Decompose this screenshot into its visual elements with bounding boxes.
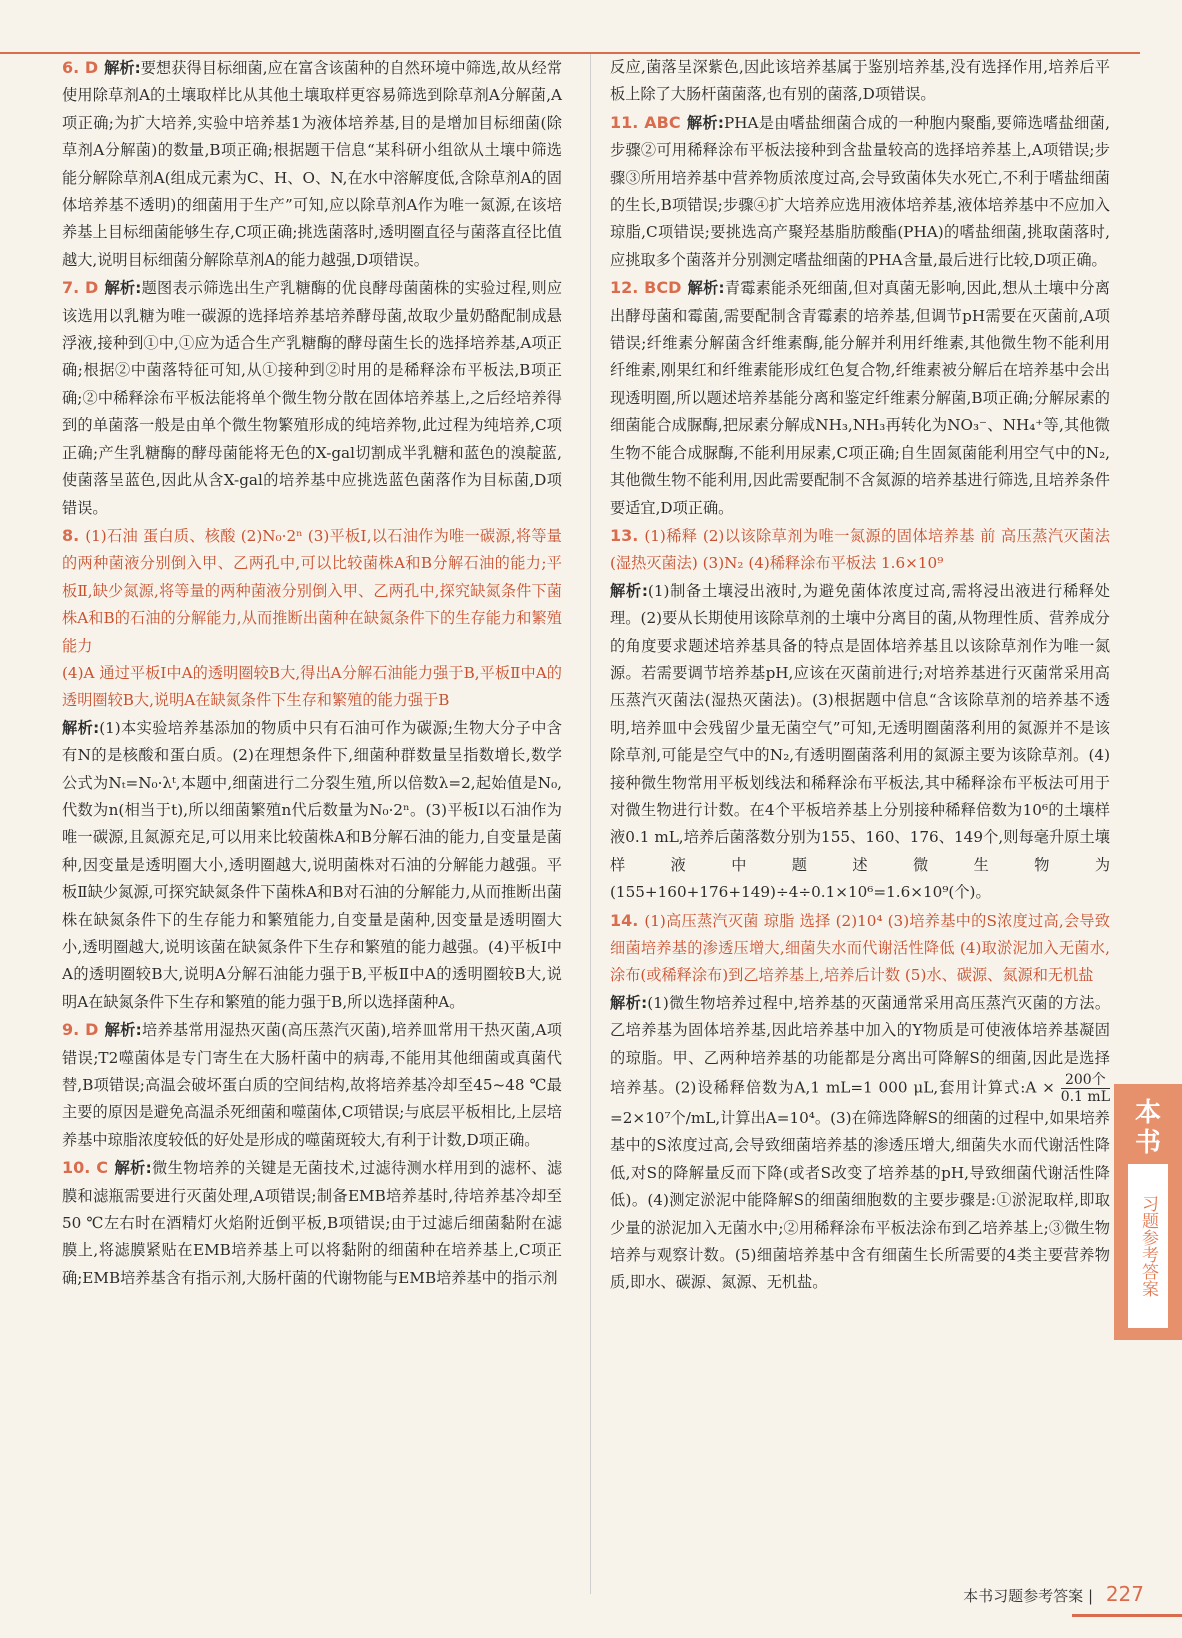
left-column: [62, 54, 562, 1292]
question-number: 13.: [610, 525, 639, 545]
question-number: 6. D: [62, 58, 99, 77]
question-number: 11. ABC: [610, 112, 681, 132]
analysis-label: 解析:: [687, 279, 725, 298]
page-number: 227: [1105, 1582, 1144, 1606]
analysis-label: 解析:: [104, 1021, 142, 1040]
analysis-text: 青霉素能杀死细菌,但对真菌无影响,因此,想从土壤中分离出酵母菌和霉菌,需要配制含青霉素的培养基,但调节pH需要在灭菌前,A项错误;纤维素分解菌含纤维素酶,能分解并利用纤维素,其他微生物不能利用纤维素,刚果红和纤维素能形成红色复合物,纤维素被分解后在培养基中会出现透明圈,所以题述培养基能分离和鉴定纤维素分解菌,B项正确;分解尿素的细菌能合成脲酶,把尿素分解成NH₃,NH₃再转化为NO₃⁻、NH₄⁺等,其他微生物不能合成脲酶,不能利用尿素,C项正确;自生固氮菌能利用空气中的N₂,其他微生物不能利用,因此需要配制不含氮源的培养基进行筛选,且培养条件要适宜,D项正确。: [610, 279, 1110, 517]
right-column: [610, 54, 1110, 1297]
analysis-text: 要想获得目标细菌,应在富含该菌种的自然环境中筛选,故从经常使用除草剂A的土壤取样比从其他土壤取样更容易筛选到除草剂A分解菌,A项正确;为扩大培养,实验中培养基1为液体培养基,目的是增加目标细菌(除草剂A分解菌)的数量,B项正确;根据题干信息“某科研小组欲从土壤中筛选能分解除草剂A(组成元素为C、H、O、N,在水中溶解度低,含除草剂A的固体培养基不透明)的细菌用于生产”可知,应以除草剂A作为唯一氮源,在该培养基上目标细菌能够生存,C项正确;挑选菌落时,透明圈直径与菌落直径比值越大,说明目标细菌分解除草剂A的能力越强,D项错误。: [62, 59, 563, 269]
footer-text: 本书习题参考答案: [963, 1587, 1084, 1605]
answer-9: [62, 1016, 562, 1154]
question-number: 9. D: [62, 1020, 99, 1040]
analysis-text: (1)微生物培养过程中,培养基的灭菌通常采用高压蒸汽灭菌的方法。乙培养基为固体培养基,因此培养基中加入的Y物质是可使液体培养基凝固的琼脂。甲、乙两种培养基的功能都是分离出可降解S的细菌,因此是选择培养基。(2)设稀释倍数为A,1 mL=1 000 μL,套用计算式:A ×: [610, 993, 1111, 1097]
analysis-label: 解析:: [104, 59, 141, 77]
answer-14-key: [610, 907, 1110, 990]
answer-10-continued: [610, 54, 1110, 109]
side-tab-title: 本书: [1134, 1098, 1161, 1158]
footer-rule: [1072, 1614, 1182, 1617]
answer-key-text: (1)石油 蛋白质、核酸 (2)N₀·2ⁿ (3)平板Ⅰ,以石油作为唯一碳源,将等量的两种菌液分别倒入甲、乙两孔中,可以比较菌株A和B分解石油的能力;平板Ⅱ,缺少氮源,将等量的两种菌液分别倒入甲、乙两孔中,探究缺氮条件下菌株A和B的石油的分解能力,从而推断出菌种在缺氮条件下的生存能力和繁殖能力: [62, 526, 562, 655]
side-tab: [1114, 1084, 1182, 1340]
fraction: [1061, 1072, 1110, 1105]
analysis-text: (1)本实验培养基添加的物质中只有石油可作为碳源;生物大分子中含有N的是核酸和蛋白质。(2)在理想条件下,细菌种群数量呈指数增长,数学公式为Nₜ=N₀·λᵗ,本题中,细菌进行二分裂生殖,所以倍数λ=2,起始值是N₀,代数为n(相当于t),所以细菌繁殖n代后数量为N₀·2ⁿ。(3)平板Ⅰ以石油作为唯一碳源,且氮源充足,可以用来比较菌株A和B分解石油的能力,自变量是菌种,因变量是透明圈大小,透明圈越大,说明菌株对石油的分解能力越强。平板Ⅱ缺少氮源,可探究缺氮条件下菌株A和B对石油的分解能力,从而推断出菌株在缺氮条件下的生存能力和繁殖能力,自变量是菌种,因变量是透明圈大小,透明圈越大,说明该菌在缺氮条件下生存和繁殖的能力越强。(4)平板Ⅰ中A的透明圈较B大,说明A分解石油能力强于B,平板Ⅱ中A的透明圈较B大,说明A在缺氮条件下生存和繁殖的能力强于B,所以选择菌种A。: [62, 718, 562, 1011]
analysis-label: 解析:: [62, 718, 100, 737]
analysis-text-continued: =2×10⁷个/mL,计算出A=10⁴。(3)在筛选降解S的细菌的过程中,如果培养基中的S浓度过高,会导致细菌培养基的渗透压增大,细菌失水而代谢活性降低,对S的降解量反而下降(或者S改变了培养基的pH,导致细菌代谢活性降低)。(4)测定淤泥中能降解S的细菌细胞数的主要步骤是:①淤泥取样,即取少量的淤泥加入无菌水中;②用稀释涂布平板法涂布到乙培养基上;③微生物培养与观察计数。(5)细菌培养基中含有细菌生长所需要的4类主要营养物质,即水、碳源、氮源、无机盐。: [610, 1109, 1110, 1292]
analysis-label: 解析:: [104, 279, 142, 298]
analysis-label: 解析:: [610, 993, 648, 1012]
answer-13-key: [610, 522, 1110, 578]
answer-10: [62, 1154, 562, 1292]
footer: [963, 1582, 1144, 1606]
answer-8-key-part4: [62, 660, 562, 715]
fraction-numerator: 200个: [1061, 1072, 1110, 1089]
answer-key-text: (1)高压蒸汽灭菌 琼脂 选择 (2)10⁴ (3)培养基中的S浓度过高,会导致细菌培养基的渗透压增大,细菌失水而代谢活性降低 (4)取淤泥加入无菌水,涂布(或稀释涂布)到乙培养基上,培养后计数 (5)水、碳源、氮源和无机盐: [610, 911, 1110, 985]
answer-6: [62, 54, 562, 274]
fraction-denominator: 0.1 mL: [1060, 1089, 1110, 1106]
analysis-label: 解析:: [610, 581, 648, 600]
analysis-text: 培养基常用湿热灭菌(高压蒸汽灭菌),培养皿常用干热灭菌,A项错误;T2噬菌体是专门寄生在大肠杆菌中的病毒,不能用其他细菌或真菌代替,B项错误;高温会破坏蛋白质的空间结构,故将培养基冷却至45~48 ℃最主要的原因是避免高温杀死细菌和噬菌体,C项错误;与底层平板相比,上层培养基中琼脂浓度较低的好处是形成的噬菌斑较大,有利于计数,D项正确。: [62, 1021, 562, 1149]
answer-12: [610, 274, 1110, 522]
question-number: 7. D: [62, 278, 99, 298]
column-divider: [590, 54, 591, 1594]
side-tab-subtitle: 习题参考答案: [1128, 1164, 1168, 1328]
question-number: 8.: [62, 525, 80, 545]
answer-key-text: (1)稀释 (2)以该除草剂为唯一氮源的固体培养基 前 高压蒸汽灭菌法(湿热灭菌法) (3)N₂ (4)稀释涂布平板法 1.6×10⁹: [610, 526, 1110, 573]
analysis-text: 反应,菌落呈深紫色,因此该培养基属于鉴别培养基,没有选择作用,培养后平板上除了大肠杆菌菌落,也有别的菌落,D项错误。: [610, 58, 1110, 104]
answer-key-text: (4)A 通过平板Ⅰ中A的透明圈较B大,得出A分解石油能力强于B,平板Ⅱ中A的透明圈较B大,说明A在缺氮条件下生存和繁殖的能力强于B: [62, 663, 562, 710]
analysis-text: PHA是由嗜盐细菌合成的一种胞内聚酯,要筛选嗜盐细菌,步骤②可用稀释涂布平板法接种到含盐量较高的选择培养基上,A项错误;步骤③所用培养基中营养物质浓度过高,会导致菌体失水死亡,不利于嗜盐细菌的生长,B项错误;步骤④扩大培养应选用液体培养基,液体培养基中不应加入琼脂,C项错误;要挑选高产聚羟基脂肪酸酯(PHA)的嗜盐细菌,挑取菌落时,应挑取多个菌落并分别测定嗜盐细菌的PHA含量,最后进行比较,D项正确。: [610, 113, 1111, 269]
analysis-text: 微生物培养的关键是无菌技术,过滤待测水样用到的滤杯、滤膜和滤瓶需要进行灭菌处理,A项错误;制备EMB培养基时,待培养基冷却至50 ℃左右时在酒精灯火焰附近倒平板,B项错误;由于过滤后细菌黏附在滤膜上,将滤膜紧贴在EMB培养基上可以将黏附的细菌种在培养基上,C项正确;EMB培养基含有指示剂,大肠杆菌的代谢物能与EMB培养基中的指示剂: [62, 1159, 563, 1287]
question-number: 10. C: [62, 1158, 109, 1178]
analysis-label: 解析:: [686, 113, 724, 132]
footer-separator: |: [1087, 1587, 1094, 1605]
answer-8-key: [62, 522, 562, 660]
answer-11: [610, 109, 1110, 274]
question-number: 14.: [610, 910, 639, 930]
answer-8-analysis: [62, 715, 562, 1016]
question-number: 12. BCD: [610, 278, 682, 298]
analysis-text: (1)制备土壤浸出液时,为避免菌体浓度过高,需将浸出液进行稀释处理。(2)要从长期使用该除草剂的土壤中分离目的菌,从物理性质、营养成分的角度要求题述培养基具备的特点是固体培养基且以该除草剂作为唯一氮源。若需要调节培养基pH,应该在灭菌前进行;对培养基进行灭菌常采用高压蒸汽灭菌法(湿热灭菌法)。(3)根据题中信息“含该除草剂的培养基不透明,培养皿中会残留少量无菌空气”可知,无透明圈菌落利用的氮源并不是该除草剂,可能是空气中的N₂,有透明圈菌落利用的氮源主要为该除草剂。(4)接种微生物常用平板划线法和稀释涂布平板法,其中稀释涂布平板法可用于对微生物进行计数。在4个平板培养基上分别接种稀释倍数为10⁶的土壤样液0.1 mL,培养后菌落数分别为155、160、176、149个,则每毫升原土壤样液中题述微生物为(155+160+176+149)÷4÷0.1×10⁶=1.6×10⁹(个)。: [610, 581, 1110, 902]
answer-7: [62, 274, 562, 522]
analysis-text: 题图表示筛选出生产乳糖酶的优良酵母菌菌株的实验过程,则应该选用以乳糖为唯一碳源的选择培养基培养酵母菌,故取少量奶酪配制成悬浮液,接种到①中,①应为适合生产乳糖酶的酵母菌生长的选择培养基,A项正确;根据②中菌落特征可知,从①接种到②时用的是稀释涂布平板法,B项正确;②中稀释涂布平板法能将单个微生物分散在固体培养基上,之后经培养得到的单菌落一般是由单个微生物繁殖形成的纯培养物,此过程为纯培养,C项正确;产生乳糖酶的酵母菌能将无色的X-gal切割成半乳糖和蓝色的溴靛蓝,使菌落呈蓝色,因此从含X-gal的培养基中应挑选蓝色菌落作为目标菌,D项错误。: [62, 279, 563, 517]
analysis-label: 解析:: [114, 1159, 152, 1178]
answer-13-analysis: [610, 578, 1110, 907]
answer-14-analysis: [610, 990, 1110, 1297]
